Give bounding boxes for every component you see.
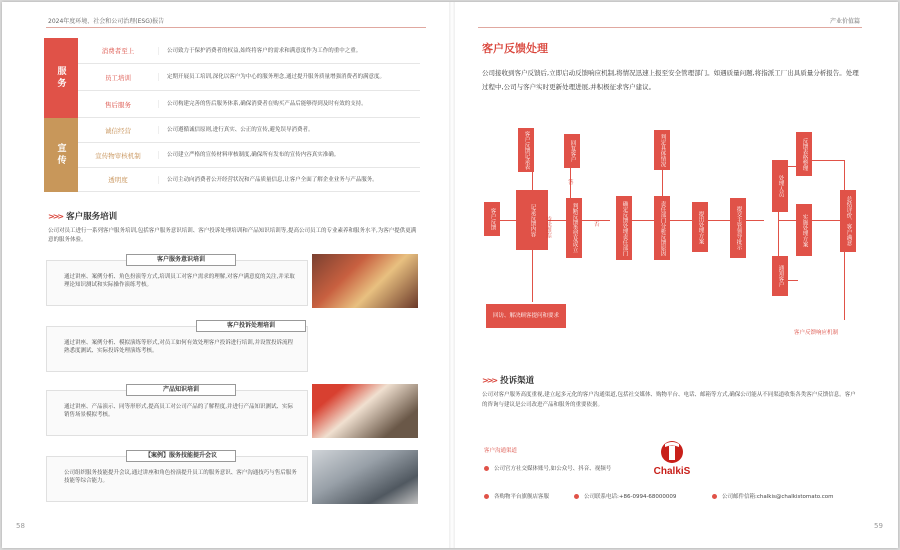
flow-step-record: 记录反馈内容	[516, 190, 548, 250]
channel-item: 公司联系电话:+86-0994-68000009	[574, 492, 676, 500]
table-row	[78, 38, 420, 64]
card-text: 通过讲座、产品演示、同等形形式,提高员工对公司产品的了解程度,并进行产品知识测试、实际销售场景模拟考核。	[64, 404, 293, 418]
row-desc: 公司构建完善的售后服务体系,确保消费者在购买产品后能够得到及时有效的支持。	[158, 100, 420, 108]
report-header-left: 2024年度环境、社会和公司治理(ESG)报告	[48, 18, 165, 25]
bullet-icon	[574, 494, 579, 499]
svg-text:ChalkiS: ChalkiS	[653, 466, 691, 477]
category-label: 宣传	[55, 143, 66, 167]
flow-step-form: 反馈表格整理	[796, 132, 812, 176]
training-card	[46, 254, 418, 308]
category-promotion	[44, 118, 78, 192]
training-photo	[312, 384, 418, 438]
page-number-left: 58	[16, 522, 25, 530]
flow-step-eval: 总结评价、客户满意	[840, 190, 856, 252]
table-row	[78, 143, 420, 168]
header-divider-left	[46, 27, 426, 28]
flow-step-plan: 提出处理方案	[692, 202, 708, 252]
flow-step-execute: 实施处理方案	[796, 204, 812, 256]
flow-step-report: 判定具体情况	[654, 130, 670, 170]
bullet-icon	[484, 494, 489, 499]
table-row	[78, 91, 420, 118]
card-label: 【案例】服务技能提升会议	[126, 450, 236, 462]
feedback-flowchart	[478, 120, 868, 342]
bullet-icon	[712, 494, 717, 499]
channels-paragraph: 公司对客户服务高度重视,建立起多元化的客户沟通渠道,包括社交媒体、购物平台、电话、邮箱等方式,确保公司能从不同渠道收集各类客户反馈信息。客户的咨询与建议是公司改进产品和服务的重要依据。	[482, 392, 856, 408]
row-name: 透明度	[108, 176, 128, 184]
training-card	[46, 450, 418, 504]
training-card	[46, 384, 418, 438]
row-name: 消费者至上	[101, 47, 135, 55]
report-header-right: 产业价值篇	[830, 18, 861, 25]
flow-label-tracking: 持续跟踪	[545, 216, 551, 238]
page-number-right: 59	[874, 522, 883, 530]
row-desc: 定期开展员工培训,深化以客户为中心的服务理念,通过提升服务质量增强消费者的满意度。	[158, 73, 420, 81]
card-label: 客户投诉处理培训	[196, 320, 306, 332]
channels-heading-text: 投诉渠道	[500, 376, 535, 386]
flow-step-assign: 处理人员	[772, 160, 788, 212]
training-heading-text: 客户服务培训	[66, 212, 118, 222]
service-table	[44, 38, 420, 192]
row-desc: 公司主动向消费者公开经营状况和产品质量信息,让客户全面了解企业业务与产品服务。	[158, 176, 420, 184]
channel-item: 公司邮件信箱:chalkis@chalkistomato.com	[712, 492, 834, 500]
card-text: 通过讲座、案例分析、模拟演练等形式,对员工如何有效处理客户投诉进行培训,并设置投诉流程熟悉度测试、实际投诉处理演练考核。	[64, 340, 293, 354]
row-name: 员工培训	[105, 73, 131, 82]
flow-label-reply: 答	[568, 180, 574, 186]
training-card	[46, 320, 418, 374]
feedback-paragraph: 公司接收到客户反馈后,立即启动反馈响应机制,将情况迅速上报至安全管理部门。如遇质量问题,将指派工厂出具质量分析报告。处理过程中,公司与客户实时更新处理进展,并积极征求客户建议。	[482, 69, 859, 91]
feedback-title: 客户反馈处理	[482, 42, 548, 55]
flow-step-analyze: 判断反馈类型及成立	[566, 198, 582, 258]
flow-step-responsibility: 责任部门分析反馈原因	[654, 196, 670, 260]
channel-item: 各购物平台旗舰店客服	[484, 492, 549, 500]
flow-step-receipt: 客户反馈记录表	[518, 128, 534, 172]
flow-connector	[632, 220, 656, 221]
row-name: 诚信经营	[105, 126, 131, 135]
chevrons-icon: >>>	[482, 375, 497, 385]
channels-title: 客户沟通渠道	[484, 448, 518, 454]
header-divider-right	[478, 27, 862, 28]
report-spread	[2, 2, 898, 548]
row-desc: 公司建立严格的宣传材料审核制度,确保所有发布的宣传内容真实准确。	[158, 151, 420, 159]
card-label: 产品知识培训	[126, 384, 236, 396]
training-heading	[48, 210, 117, 222]
chevrons-icon: >>>	[48, 211, 63, 221]
flow-caption: 客户反馈响应机制	[794, 330, 839, 336]
row-desc: 公司遵循诚信原则,进行真实、公正的宣传,避免误导消费者。	[158, 126, 420, 134]
card-label: 客户服务意识培训	[126, 254, 236, 266]
category-label: 服务	[55, 66, 66, 90]
training-photo	[312, 450, 418, 504]
page-gutter	[449, 2, 455, 548]
flow-connector	[812, 160, 844, 161]
flow-step-implement: 提交主管领导批示	[730, 198, 746, 258]
card-text: 公司组织服务技能提升会议,通过讲座和角色扮演提升员工的服务意识、客户沟通技巧与售后服务技能等综合能力。	[64, 470, 297, 484]
training-intro: 公司对员工进行一系列客户服务培训,包括客户服务意识培训、客户投诉处理培训和产品知识培训等,提高公司员工的专业素养和服务水平,为客户提供更满意的服务体验。	[48, 228, 417, 243]
flow-step-loop: 回访、解决顾客提问和要求	[486, 304, 566, 328]
card-text: 通过讲座、案例分析、角色扮演等方式,培训员工对客户需求的理解,对客户满意度的关注,并采取理论知识测试和实际操作演练考核。	[64, 274, 295, 288]
training-photo	[312, 254, 418, 308]
chalkis-logo	[650, 438, 694, 480]
table-row	[78, 168, 420, 192]
flow-step-start: 客户反馈	[484, 202, 500, 236]
channel-item: 公司官方社交媒体账号,如公众号、抖音、视频号	[484, 464, 611, 472]
row-name: 宣传物审核机制	[95, 151, 141, 160]
category-service	[44, 38, 78, 118]
bullet-icon	[484, 466, 489, 471]
table-row	[78, 64, 420, 91]
channels-heading	[482, 374, 534, 386]
table-row	[78, 118, 420, 143]
flow-label-no: 否	[594, 222, 600, 228]
row-name: 售后服务	[105, 100, 131, 109]
row-desc: 公司致力于保护消费者的权益,始终将客户的需求和满意度作为工作的重中之重。	[158, 47, 420, 55]
flow-connector	[778, 220, 798, 221]
flow-step-confirm: 确定反馈处理责任部门	[616, 196, 632, 260]
flow-step-visit: 回复客户	[564, 134, 580, 168]
flow-step-notify: 通知客户	[772, 256, 788, 296]
flow-connector	[500, 220, 516, 221]
